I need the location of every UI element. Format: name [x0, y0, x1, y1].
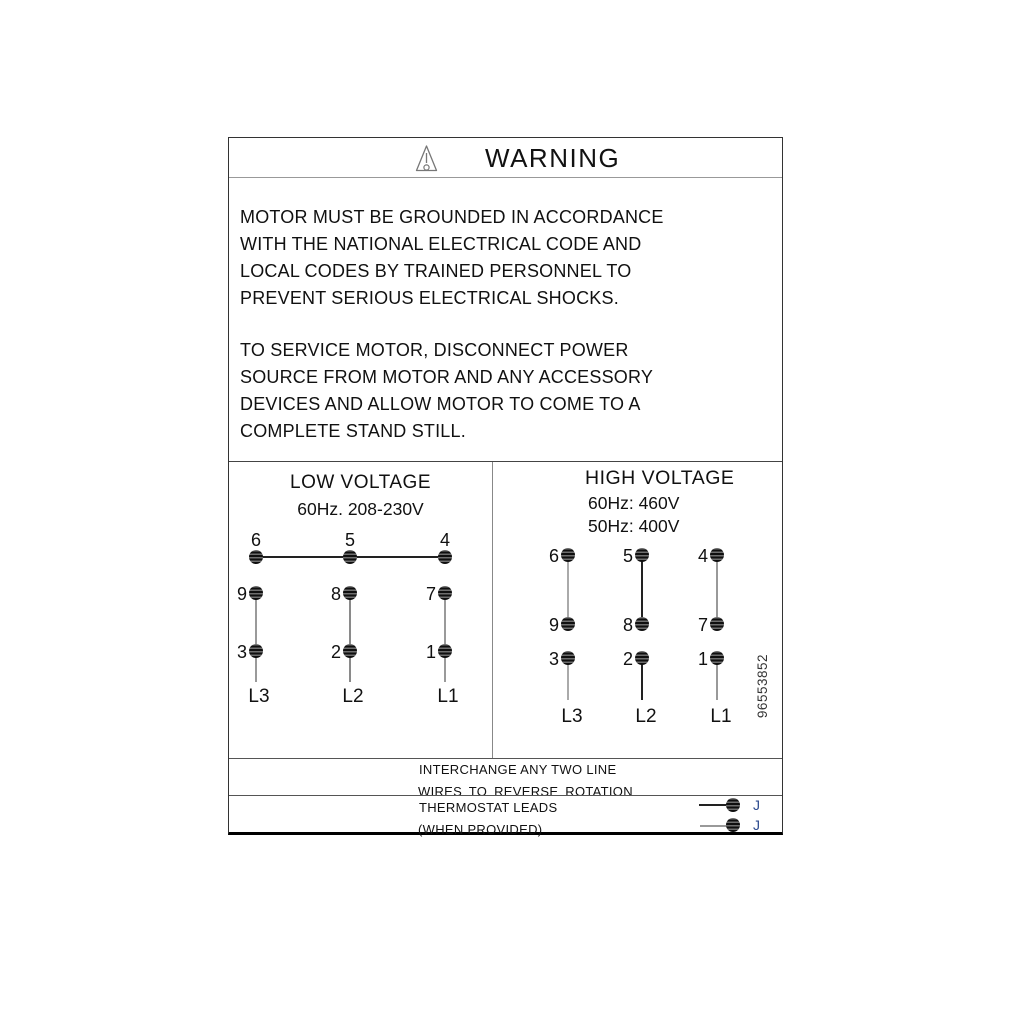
terminal-number: 7 — [425, 584, 436, 604]
part-number: 96553852 — [755, 654, 770, 719]
paragraph-line: SOURCE FROM MOTOR AND ANY ACCESSORY — [240, 367, 654, 387]
paragraph-line: TO SERVICE MOTOR, DISCONNECT POWER — [240, 340, 629, 360]
terminal-number: 7 — [697, 615, 708, 635]
terminal-dot — [343, 586, 357, 600]
terminal-dot — [635, 617, 649, 631]
paragraph-line: WITH THE NATIONAL ELECTRICAL CODE AND — [240, 234, 642, 254]
line-label: L3 — [248, 686, 270, 707]
low-voltage-panel — [229, 462, 492, 759]
paragraph-line: LOCAL CODES BY TRAINED PERSONNEL TO — [240, 261, 632, 281]
low-voltage-rating: 60Hz. 208-230V — [297, 499, 424, 519]
terminal-number: 3 — [548, 649, 559, 669]
terminal-dot — [438, 586, 452, 600]
warning-triangle-icon — [415, 144, 438, 173]
rotation-note-line1: INTERCHANGE ANY TWO LINE — [419, 762, 617, 777]
line-label: L2 — [342, 686, 364, 707]
terminal-number: 2 — [622, 649, 633, 669]
line-label: L2 — [635, 706, 657, 727]
warning-header — [229, 138, 782, 178]
high-voltage-panel — [493, 462, 782, 759]
terminal-dot — [249, 550, 263, 564]
thermostat-note-line1: THERMOSTAT LEADS — [419, 800, 558, 815]
terminal-dot — [561, 651, 575, 665]
terminal-dot — [249, 586, 263, 600]
paragraph-line: PREVENT SERIOUS ELECTRICAL SHOCKS. — [240, 288, 619, 308]
line-label: L3 — [561, 706, 583, 727]
terminal-number: 6 — [548, 546, 559, 566]
terminal-number: 5 — [344, 530, 355, 550]
lead-label: J — [753, 817, 760, 833]
high-voltage-rating-60hz: 60Hz: 460V — [588, 493, 680, 513]
terminal-number: 1 — [697, 649, 708, 669]
terminal-dot — [635, 651, 649, 665]
terminal-dot — [635, 548, 649, 562]
terminal-number: 4 — [439, 530, 450, 550]
column-wire — [641, 555, 643, 624]
terminal-dot — [343, 550, 357, 564]
column-wire — [567, 555, 569, 624]
rotation-note-line2: WIRES TO REVERSE ROTATION — [418, 784, 633, 799]
terminal-dot — [710, 548, 724, 562]
terminal-dot — [343, 644, 357, 658]
terminal-number: 3 — [236, 642, 247, 662]
low-voltage-title: LOW VOLTAGE — [290, 472, 431, 493]
terminal-number: 8 — [330, 584, 341, 604]
rotation-note-section — [229, 758, 782, 799]
terminal-number: 5 — [622, 546, 633, 566]
high-voltage-title: HIGH VOLTAGE — [585, 467, 735, 489]
column-wire — [716, 555, 718, 624]
thermostat-note-section — [229, 795, 782, 837]
service-warning-paragraph — [240, 337, 770, 445]
lead-terminal-dot — [726, 818, 740, 832]
terminal-number: 6 — [250, 530, 261, 550]
line-label: L1 — [437, 686, 459, 707]
paragraph-line: DEVICES AND ALLOW MOTOR TO COME TO A — [240, 394, 641, 414]
lead-label: J — [753, 797, 760, 813]
lead-terminal-dot — [726, 798, 740, 812]
column-wire — [349, 593, 351, 682]
terminal-number: 9 — [548, 615, 559, 635]
motor-warning-label — [228, 137, 783, 835]
terminal-number: 2 — [330, 642, 341, 662]
line-label: L1 — [710, 706, 732, 727]
terminal-number: 9 — [236, 584, 247, 604]
safety-text-section — [240, 178, 770, 445]
terminal-dot — [710, 617, 724, 631]
warning-title: WARNING — [485, 143, 621, 173]
lead-wire — [700, 825, 729, 827]
terminal-dot — [561, 617, 575, 631]
column-wire — [444, 593, 446, 682]
paragraph-line: MOTOR MUST BE GROUNDED IN ACCORDANCE — [240, 207, 664, 227]
terminal-dot — [561, 548, 575, 562]
lead-wire — [699, 804, 729, 806]
terminal-number: 8 — [622, 615, 633, 635]
terminal-dot — [249, 644, 263, 658]
terminal-dot — [710, 651, 724, 665]
terminal-number: 4 — [697, 546, 708, 566]
column-wire — [255, 593, 257, 682]
paragraph-line: COMPLETE STAND STILL. — [240, 421, 466, 441]
terminal-dot — [438, 644, 452, 658]
terminal-dot — [438, 550, 452, 564]
thermostat-note-line2: (WHEN PROVIDED) — [418, 822, 543, 837]
terminal-number: 1 — [425, 642, 436, 662]
high-voltage-rating-50hz: 50Hz: 400V — [588, 516, 680, 536]
grounding-warning-paragraph — [240, 204, 770, 312]
wiring-section — [229, 461, 782, 759]
